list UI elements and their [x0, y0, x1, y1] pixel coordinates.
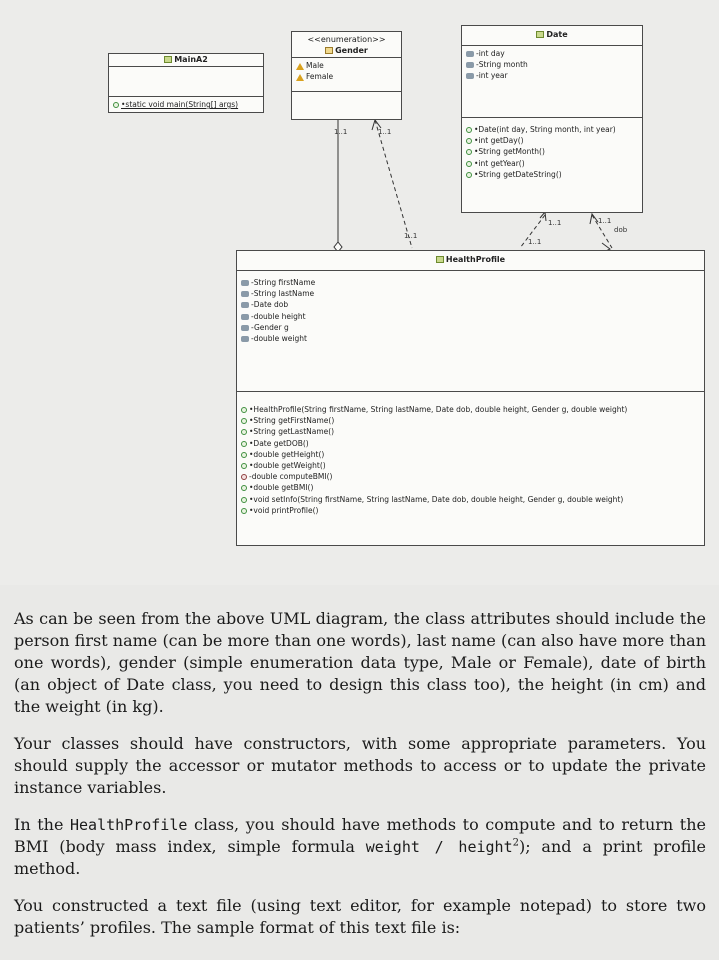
method-row: •Date(int day, String month, int year): [466, 124, 638, 135]
mainA2-name: MainA2: [174, 55, 208, 64]
date-name: Date: [546, 30, 568, 39]
method-icon: [241, 463, 247, 469]
superscript: 2: [512, 837, 519, 849]
mainA2-fields: [109, 67, 263, 97]
mainA2-header: [109, 54, 263, 67]
constant-row: Male: [296, 60, 397, 71]
field-icon: [241, 314, 249, 320]
field-row: -String month: [466, 59, 638, 70]
date-class: [461, 25, 643, 213]
field-row: -int day: [466, 48, 638, 59]
method-row: •double getBMI(): [241, 482, 700, 493]
method-row: •Date getDOB(): [241, 438, 700, 449]
method-row: •HealthProfile(String firstName, String lastName, Date dob, double height, Gender g, double weight): [241, 404, 700, 415]
field-icon: [466, 73, 474, 79]
date-fields: [462, 46, 642, 118]
method-row: -double computeBMI(): [241, 471, 700, 482]
field-icon: [241, 291, 249, 297]
method-icon: [241, 485, 247, 491]
method-icon: [241, 429, 247, 435]
method-icon: [241, 508, 247, 514]
date-header: [462, 26, 642, 46]
healthprofile-methods: [237, 392, 704, 518]
method-icon: [241, 418, 247, 424]
gender-stereotype: <<enumeration>>: [307, 35, 386, 44]
field-row: -Gender g: [241, 322, 700, 333]
multiplicity-label: 1..1: [378, 128, 392, 136]
method-row: •String getMonth(): [466, 146, 638, 157]
enum-icon: [325, 47, 333, 54]
class-icon: [164, 56, 172, 63]
role-label: dob: [614, 226, 628, 234]
gender-health-dependency-line: [375, 120, 412, 248]
field-row: -String lastName: [241, 288, 700, 299]
paragraph-constructors: Your classes should have constructors, with some appropriate parameters. You should supply the accessor or mutator methods to access or to update the private instance variables.: [14, 734, 706, 797]
mainA2-class: [108, 53, 264, 113]
paragraph-bmi: In the HealthProfile class, you should have methods to compute and to return the BMI (body mass index, simple formula weight / height$^2$); and a print profile method.: [14, 815, 706, 878]
method-row: •int getYear(): [466, 158, 638, 169]
field-icon: [241, 325, 249, 331]
method-icon: [466, 172, 472, 178]
paragraph-attributes: As can be seen from the above UML diagram, the class attributes should include the person first name (can be more than one words), last name (can also have more than one words), gender (simple enumeration data type, Male or Female), date of birth (an object of Date class, you need to design this class too), the height (in cm) and the weight (in kg).: [14, 609, 706, 716]
paragraph-textfile: You constructed a text file (using text editor, for example notepad) to store two patients’ profiles. The sample format of this text file is:: [14, 896, 706, 937]
method-row: •void printProfile(): [241, 505, 700, 516]
method-icon: [466, 161, 472, 167]
class-icon: [436, 256, 444, 263]
method-icon: [241, 497, 247, 503]
field-icon: [241, 336, 249, 342]
method-row: •String getDateString(): [466, 169, 638, 180]
multiplicity-label: 1..1: [528, 238, 542, 246]
code-formula: weight / height: [365, 838, 513, 856]
method-icon: [241, 452, 247, 458]
gender-constants: [292, 58, 401, 92]
gender-header: [292, 32, 401, 58]
date-arrowhead-1: [540, 212, 546, 221]
constant-icon: [296, 74, 304, 81]
multiplicity-label: 1..1: [548, 219, 562, 227]
method-icon: [241, 441, 247, 447]
assignment-text: [14, 608, 706, 954]
method-row: •double getWeight(): [241, 460, 700, 471]
field-icon: [466, 62, 474, 68]
method-icon: [113, 102, 119, 108]
mainA2-methods: [109, 97, 263, 112]
method-row: •int getDay(): [466, 135, 638, 146]
method-row: •String getLastName(): [241, 426, 700, 437]
method-icon: [241, 407, 247, 413]
field-row: -String firstName: [241, 277, 700, 288]
gender-methods: [292, 92, 401, 96]
field-icon: [466, 51, 474, 57]
field-icon: [241, 302, 249, 308]
multiplicity-label: 1..1: [404, 232, 418, 240]
constant-row: Female: [296, 71, 397, 82]
date-methods: [462, 118, 642, 182]
healthprofile-header: [237, 251, 704, 271]
healthprofile-name: HealthProfile: [445, 255, 506, 264]
field-row: -Date dob: [241, 299, 700, 310]
healthprofile-fields: [237, 271, 704, 392]
code-classname: HealthProfile: [70, 816, 188, 834]
method-row: •void setInfo(String firstName, String lastName, Date dob, double height, Gender g, double weight): [241, 494, 700, 505]
private-method-icon: [241, 474, 247, 480]
multiplicity-label: 1..1: [598, 217, 612, 225]
method-icon: [466, 149, 472, 155]
class-icon: [536, 31, 544, 38]
multiplicity-label: 1..1: [334, 128, 348, 136]
method-icon: [466, 127, 472, 133]
healthprofile-class: [236, 250, 705, 546]
field-row: -int year: [466, 70, 638, 81]
method-row: •String getFirstName(): [241, 415, 700, 426]
gender-name: Gender: [335, 46, 368, 55]
field-icon: [241, 280, 249, 286]
gender-enum: [291, 31, 402, 120]
method-row: •static void main(String[] args): [113, 99, 259, 110]
method-icon: [466, 138, 472, 144]
field-row: -double weight: [241, 333, 700, 344]
constant-icon: [296, 63, 304, 70]
method-row: •double getHeight(): [241, 449, 700, 460]
field-row: -double height: [241, 311, 700, 322]
